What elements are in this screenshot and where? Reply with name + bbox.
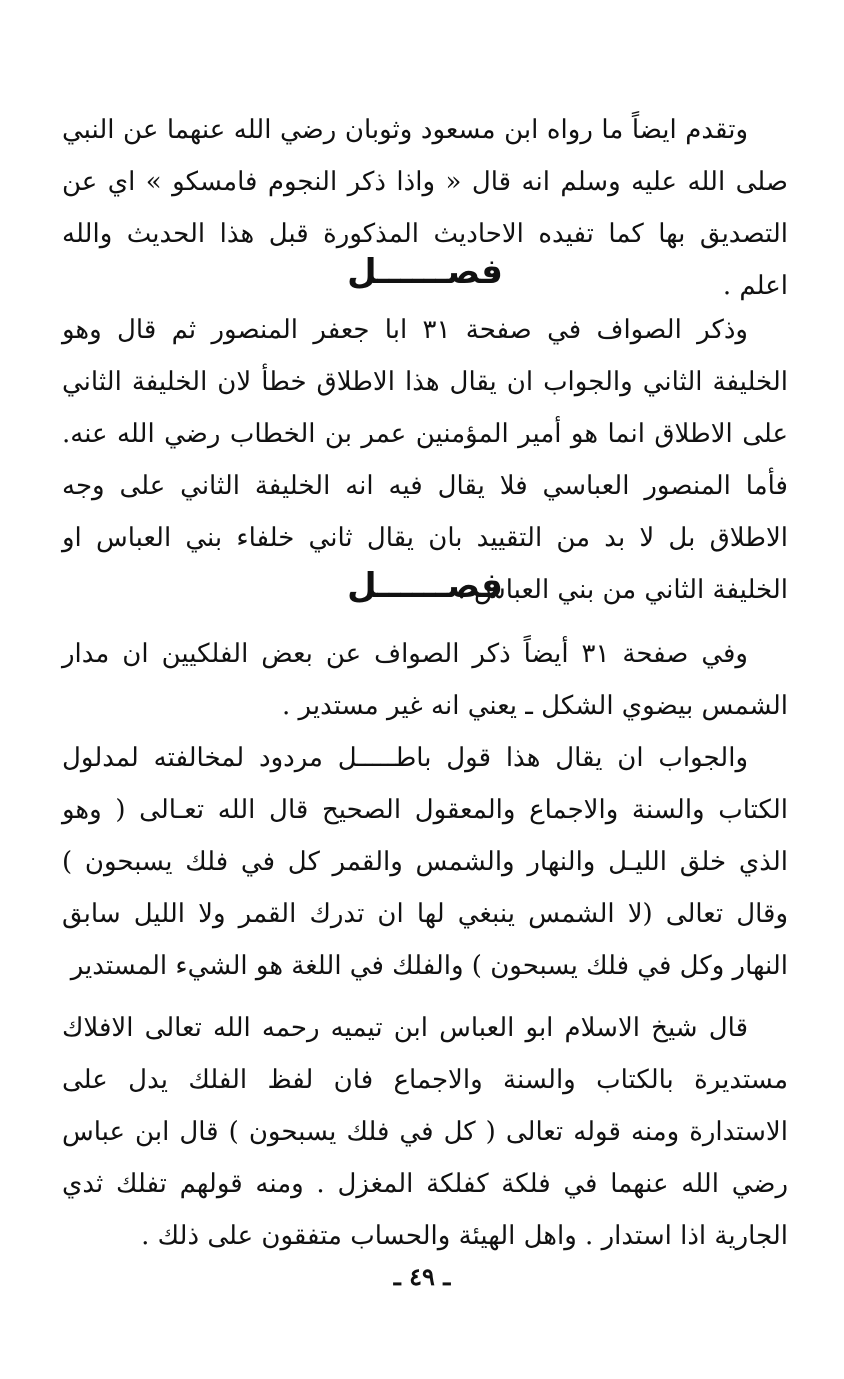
section-sun-orbit xyxy=(62,628,788,1262)
paragraph-2: وذكر الصواف في صفحة ٣١ ابا جعفر المنصور ثم قال وهو الخليفة الثاني والجواب ان يقال هذا الاطلاق خطأ لان الخليفة الثاني على الاطلاق انما هو أمير المؤمنين عمر بن الخطاب رضي الله عنه. فأما المنصور العباسي فلا يقال فيه انه الخليفة الثاني على وجه الاطلاق بل لا بد من التقييد بان يقال ثاني خلفاء بني العباس او الخليفة الثاني من بني العباس . xyxy=(62,315,788,605)
paragraph-5: قال شيخ الاسلام ابو العباس ابن تيميه رحمه الله تعالى الافلاك مستديرة بالكتاب والسنة والاجماع فان لفظ الفلك يدل على الاستدارة ومنه قوله تعالى ( كل في فلك يسبحون ) قال ابن عباس رضي الله عنهما في فلكة كفلكة المغزل . ومنه قولهم تفلك ثدي الجارية اذا استدار . واهل الهيئة والحساب متفقون على ذلك . xyxy=(62,1013,788,1251)
paragraph-1: وتقدم ايضاً ما رواه ابن مسعود وثوبان رضي الله عنهما عن النبي صلى الله عليه وسلم انه قال « واذا ذكر النجوم فامسكو » اي عن التصديق بها كما تفيده الاحاديث المذكورة قبل هذا الحديث والله اعلم . xyxy=(62,115,788,301)
paragraph-4: والجواب ان يقال هذا قول باطـــــل مردود لمخالفته لمدلول الكتاب والسنة والاجماع والمعقول الصحيح قال الله تعـالى ( وهو الذي خلق الليـل والنهار والشمس والقمر كل في فلك يسبحون ) وقال تعالى (لا الشمس ينبغي لها ان تدرك القمر ولا الليل سابق النهار وكل في فلك يسبحون ) والفلك في اللغة هو الشيء المستدير xyxy=(62,743,788,981)
section-heading-1: فصــــــل xyxy=(347,252,503,292)
paragraph-3: وفي صفحة ٣١ أيضاً ذكر الصواف عن بعض الفلكيين ان مدار الشمس بيضوي الشكل ـ يعني انه غير مستدير . xyxy=(62,639,788,721)
section-heading-2: فصــــــل xyxy=(347,566,503,606)
page-number: ـ ٤٩ ـ xyxy=(393,1262,451,1291)
